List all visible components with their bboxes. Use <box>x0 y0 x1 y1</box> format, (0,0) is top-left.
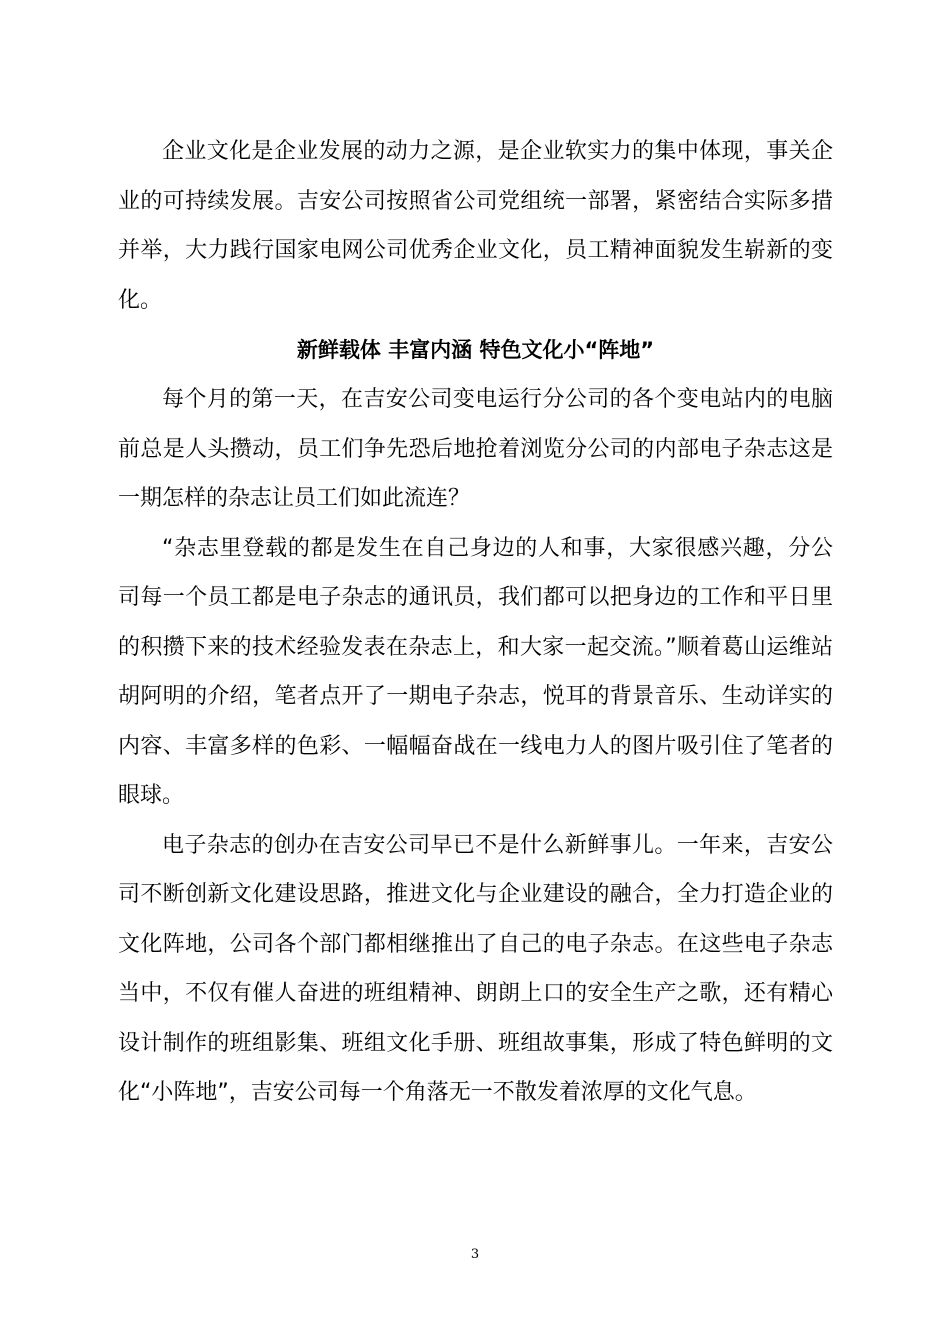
intro-paragraph: 企业文化是企业发展的动力之源，是企业软实力的集中体现，事关企业的可持续发展。吉安公司按照省公司党组统一部署，紧密结合实际多措并举，大力践行国家电网公司优秀企业文化，员工精神面貌发生崭新的变化。 <box>118 139 833 313</box>
section-heading: 新鲜载体 丰富内涵 特色文化小“阵地” <box>296 338 655 362</box>
body-paragraph-culture-position: 电子杂志的创办在吉安公司早已不是什么新鲜事儿。一年来，吉安公司不断创新文化建设思路，推进文化与企业建设的融合，全力打造企业的文化阵地，公司各个部门都相继推出了自己的电子杂志。在这些电子杂志当中，不仅有催人奋进的班组精神、朗朗上口的安全生产之歌，还有精心设计制作的班组影集、班组文化手册、班组故事集，形成了特色鲜明的文化“小阵地”，吉安公司每一个角落无一不散发着浓厚的文化气息。 <box>118 832 833 1105</box>
document-body <box>118 127 833 1118</box>
page-number: 3 <box>470 1247 480 1262</box>
body-paragraph-magazine-browsing: 每个月的第一天，在吉安公司变电运行分公司的各个变电站内的电脑前总是人头攒动，员工们争先恐后地抢着浏览分公司的内部电子杂志这是一期怎样的杂志让员工们如此流连？ <box>118 387 833 511</box>
body-paragraph-quote: “杂志里登载的都是发生在自己身边的人和事，大家很感兴趣，分公司每一个员工都是电子杂志的通讯员，我们都可以把身边的工作和平日里的积攒下来的技术经验发表在杂志上，和大家一起交流。”顺着葛山运维站胡阿明的介绍，笔者点开了一期电子杂志，悦耳的背景音乐、生动详实的内容、丰富多样的色彩、一幅幅奋战在一线电力人的图片吸引住了笔者的眼球。 <box>118 535 833 808</box>
